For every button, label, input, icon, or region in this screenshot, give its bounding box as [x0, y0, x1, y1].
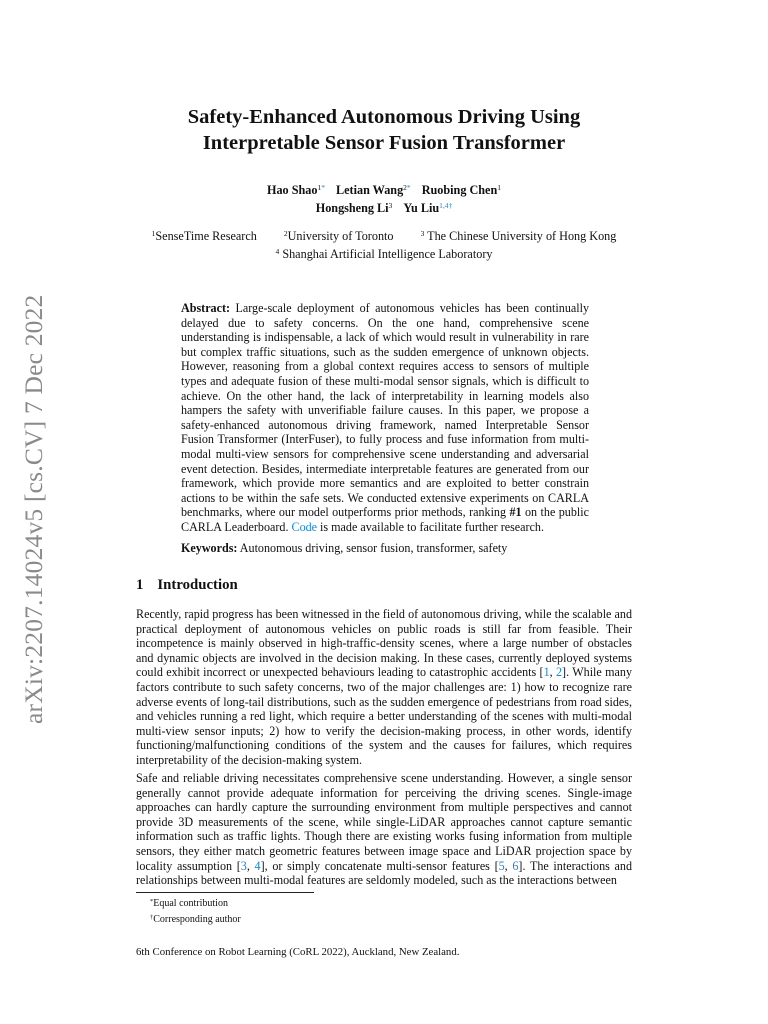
- footnote-equal-contribution: *Equal contribution: [150, 898, 228, 909]
- footnote-corresponding-author: †Corresponding author: [150, 914, 241, 925]
- section-heading-introduction: [136, 576, 238, 594]
- arxiv-sidebar: [14, 276, 54, 724]
- citation-link[interactable]: 4: [254, 858, 261, 873]
- affiliation: $^3$ The Chinese University of Hong Kong: [420, 229, 617, 243]
- footnotes: [150, 895, 241, 927]
- author: Hao Shao$^{1*}$: [266, 183, 325, 197]
- title-line-2: Interpretable Sensor Fusion Transformer: [202, 132, 566, 154]
- keywords-label: Keywords:: [181, 541, 238, 555]
- footnote-divider: [136, 892, 314, 893]
- affiliation-row-2: [100, 244, 668, 262]
- intro-paragraph-1: Recently, rapid progress has been witnessed in the field of autonomous driving, while the scalable and practical deployment of autonomous vehicles on public roads is still far from feasible. Their incompetence is mainly observed in high-traffic-density scenes, where a large number of obstacles and dynamic objects are involved in the decision making. In these cases, currently deployed systems could exhibit incorrect or unexpected behaviours leading to catastrophic accidents [1, 2]. While many factors contribute to such safety concerns, two of the major challenges are: 1) how to recognize rare adverse events of long-tail distributions, such as the sudden emergence of pedestrians from road sides, and vehicles running a red light, which require a better understanding of the scenes with multi-modal multi-view sensor inputs; 2) how to verify the decision-making process, in other words, identify functioning/malfunctioning conditions of the system and the causes for failures, which requires interpretability of the decision-making system.: [136, 607, 632, 767]
- author-row-2: [120, 198, 648, 216]
- title-line-1: Safety-Enhanced Autonomous Driving Using: [187, 106, 581, 128]
- affiliation: $^4$ Shanghai Artificial Intelligence Laboratory: [275, 247, 493, 261]
- affiliation-row-1: [100, 226, 668, 244]
- paper-title: [120, 104, 648, 156]
- citation-link[interactable]: 5: [498, 858, 505, 873]
- citation-link[interactable]: 3: [240, 858, 247, 873]
- code-link[interactable]: Code: [291, 519, 318, 534]
- author-list: [120, 180, 648, 216]
- citation-link[interactable]: 6: [512, 858, 519, 873]
- abstract: Abstract: Large-scale deployment of autonomous vehicles has been continually delayed due to safety concerns. On the one hand, comprehensive scene understanding is indispensable, a lack of which would result in vulnerability in rare but complex traffic situations, such as the sudden emergence of unknown objects. However, reasoning from a global context requires access to sensors of multiple types and adequate fusion of these multi-modal sensor signals, which is difficult to achieve. On the other hand, the lack of interpretability in learning models also hampers the safety with unverifiable failure causes. In this paper, we propose a safety-enhanced autonomous driving framework, named Interpretable Sensor Fusion Transformer (InterFuser), to fully process and fuse information from multi-modal multi-view sensors for comprehensive scene understanding and adversarial event detection. Besides, intermediate interpretable features are generated from our framework, which provide more semantics and are exploited to better constrain actions to be within the safe sets. We conducted extensive experiments on CARLA benchmarks, where our model outperforms prior methods, ranking #1 on the public CARLA Leaderboard. Code is made available to facilitate further research.: [181, 301, 589, 534]
- author: Ruobing Chen$^1$: [421, 183, 501, 197]
- venue-note: 6th Conference on Robot Learning (CoRL 2022), Auckland, New Zealand.: [136, 946, 460, 958]
- author: Hongsheng Li$^3$: [315, 201, 393, 215]
- rank-highlight: #1: [509, 505, 522, 520]
- keywords: Keywords: Autonomous driving, sensor fusion, transformer, safety: [181, 541, 508, 555]
- author: Letian Wang$^{2*}$: [336, 183, 411, 197]
- affiliation: $^1$SenseTime Research: [151, 229, 257, 243]
- abstract-label: Abstract:: [181, 301, 231, 315]
- intro-paragraph-2: Safe and reliable driving necessitates comprehensive scene understanding. However, a single sensor generally cannot provide adequate information for perceiving the driving scenes. Single-image approaches can hardly capture the surrounding environment from multiple perspectives and cannot provide 3D measurements of the scene, while single-LiDAR approaches cannot capture semantic information such as traffic lights. Though there are existing works fusing information from multiple sensors, they either match geometric features between image space and LiDAR projection space by locality assumption [3, 4], or simply concatenate multi-sensor features [5, 6]. The interactions and relationships between multi-modal features are seldomly modeled, such as the interactions between: [136, 771, 632, 888]
- author-row-1: [120, 180, 648, 198]
- affiliation: $^2$University of Toronto: [283, 229, 394, 243]
- citation-link[interactable]: 1: [543, 665, 550, 680]
- arxiv-identifier: arXiv:2207.14024v5 [cs.CV] 7 Dec 2022: [19, 294, 48, 724]
- author: Yu Liu$^{1,4\dagger}$: [403, 201, 453, 215]
- section-number: 1: [136, 577, 144, 593]
- affiliations: [100, 226, 668, 262]
- section-title: Introduction: [157, 577, 238, 593]
- citation-link[interactable]: 2: [556, 665, 563, 680]
